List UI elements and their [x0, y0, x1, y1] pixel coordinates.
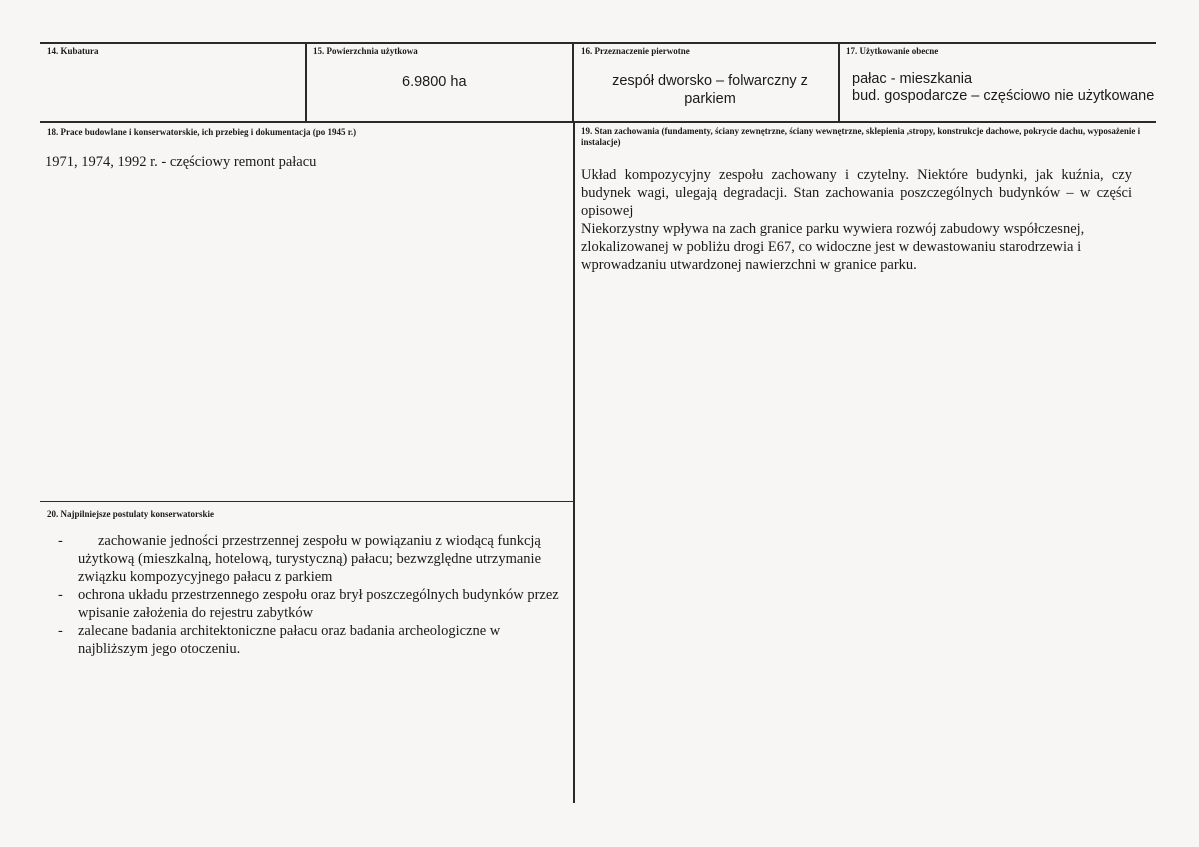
- prace-budowlane-value: 1971, 1974, 1992 r. - częściowy remont pałacu: [45, 154, 317, 170]
- stan-zachowania-paragraph-2: Niekorzystny wpływa na zach granice parku wywiera rozwój zabudowy współczesnej, zlokalizowanej w pobliżu drogi E67, co widoczne jest w dewastowaniu starodrzewia i wprowadzaniu utwardzonej nawierzchni w granice parku.: [581, 221, 1085, 273]
- postulat-dash: -: [58, 533, 63, 549]
- uzytkowanie-label: 17. Użytkowanie obecne: [846, 46, 939, 56]
- divider-left-right: [573, 122, 575, 803]
- divider-15-16: [572, 43, 574, 122]
- stan-zachowania-text: [581, 166, 1132, 274]
- postulat-dash: -: [58, 587, 63, 603]
- top-border: [40, 42, 1156, 44]
- postulaty-label: 20. Najpilniejsze postulaty konserwatorskie: [47, 509, 214, 519]
- postulat-text: zachowanie jedności przestrzennej zespołu w powiązaniu z wiodącą funkcją użytkową (mieszkalną, hotelową, turystyczną) pałacu; bezwzględne utrzymanie związku kompozycyjnego pałacu z parkiem: [78, 533, 542, 585]
- postulat-item: [58, 586, 568, 622]
- uzytkowanie-line-2: bud. gospodarcze – częściowo nie użytkowane: [852, 88, 1155, 104]
- postulat-text: zalecane badania architektoniczne pałacu oraz badania archeologiczne w najbliższym jego otoczeniu.: [78, 623, 501, 657]
- stan-zachowania-label: 19. Stan zachowania (fundamenty, ściany zewnętrzne, ściany wewnętrzne, sklepienia ,stropy, konstrukcje dachowe, pokrycie dachu, wyposażenie i instalacje): [581, 126, 1141, 147]
- stan-zachowania-paragraph-1: Układ kompozycyjny zespołu zachowany i czytelny. Niektóre budynki, jak kuźnia, czy budynek wagi, ulegają degradacji. Stan zachowania poszczególnych budynków – w części opisowej: [581, 167, 1132, 219]
- postulat-item: [58, 532, 568, 586]
- divider-14-15: [305, 43, 307, 122]
- postulaty-list: [58, 532, 568, 658]
- powierzchnia-value: 6.9800 ha: [402, 74, 467, 90]
- postulat-dash: -: [58, 623, 63, 639]
- postulat-text: ochrona układu przestrzennego zespołu oraz brył poszczególnych budynków przez wpisanie założenia do rejestru zabytków: [78, 587, 559, 621]
- powierzchnia-label: 15. Powierzchnia użytkowa: [313, 46, 418, 56]
- kubatura-label: 14. Kubatura: [47, 46, 99, 56]
- row1-bottom-border: [40, 121, 1156, 123]
- section-20-top-border: [40, 501, 574, 502]
- prace-budowlane-label: 18. Prace budowlane i konserwatorskie, ich przebieg i dokumentacja (po 1945 r.): [47, 127, 357, 137]
- przeznaczenie-label: 16. Przeznaczenie pierwotne: [581, 46, 690, 56]
- postulat-item: [58, 622, 568, 658]
- divider-16-17: [838, 43, 840, 122]
- uzytkowanie-line-1: pałac - mieszkania: [852, 71, 973, 87]
- przeznaczenie-value: zespół dworsko – folwarczny z parkiem: [612, 73, 808, 107]
